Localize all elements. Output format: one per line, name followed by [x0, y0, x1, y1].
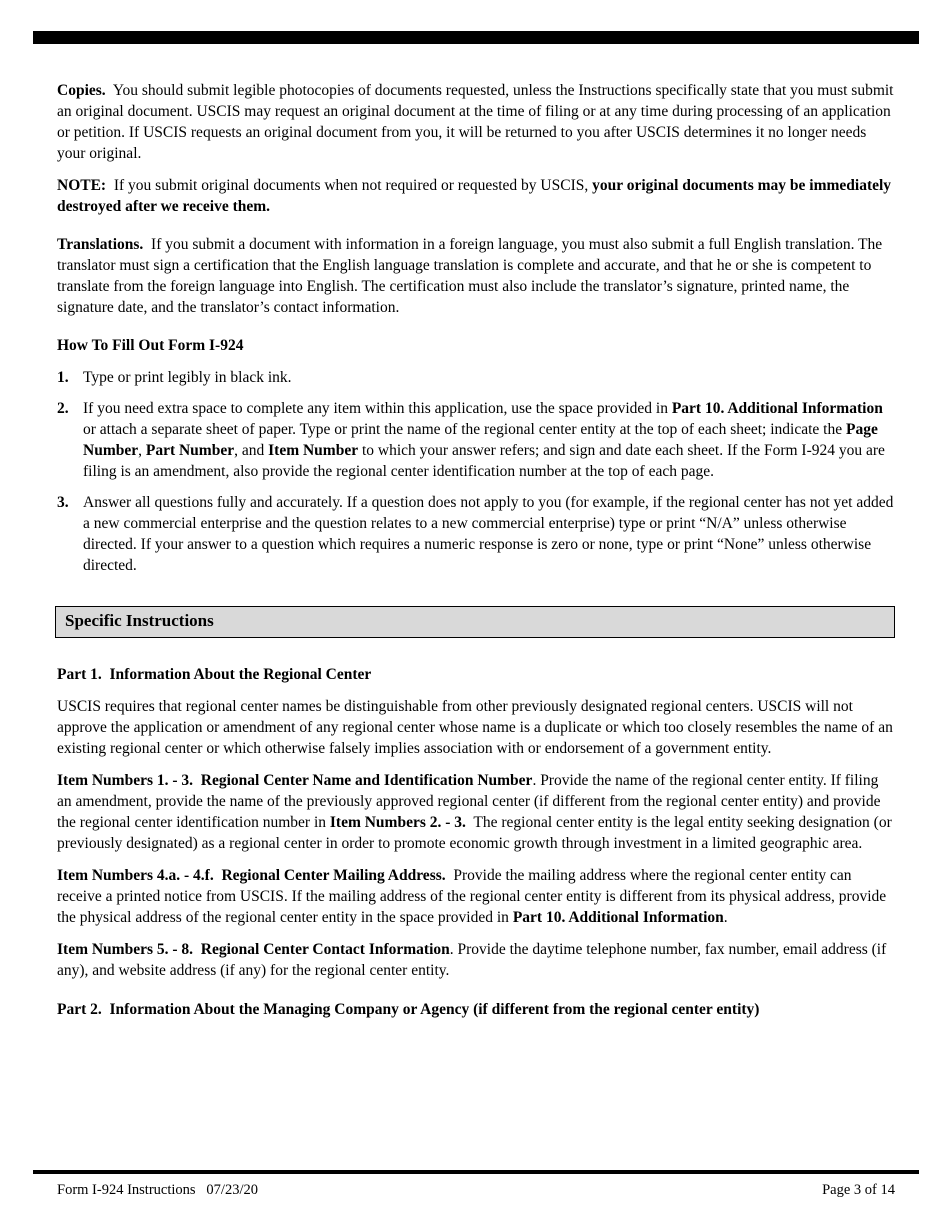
paragraph-part1-intro: USCIS requires that regional center names be distinguishable from other previously designated regional centers. USCIS will not approve the application or amendment of any regional center whose name is a duplicate or which too closely resembles the name of an existing regional center or which otherwise falsely implies association with or endorsement of a government entity.	[57, 698, 893, 757]
paragraph-translations: Translations. If you submit a document with information in a foreign language, you must also submit a full English translation. The translator must sign a certification that the English language translation is complete and accurate, and that he or she is competent to translate from the foreign language into English. The certification must also include the translator’s signature, printed name, the signature date, and the translator’s contact information.	[57, 236, 883, 316]
page-content	[57, 80, 895, 1020]
paragraph-item-numbers-5-8: Item Numbers 5. - 8. Regional Center Contact Information. Provide the daytime telephone number, fax number, email address (if any), and website address (if any) for the regional center entity.	[57, 941, 887, 979]
list-text-1: Type or print legibly in black ink.	[83, 369, 292, 386]
paragraph-item-numbers-1-3: Item Numbers 1. - 3. Regional Center Name and Identification Number. Provide the name of the regional center entity. If filing an amendment, provide the name of the previously approved regional center (if different from the regional center entity) and provide the regional center identification number in Item Numbers 2. - 3. The regional center entity is the legal entity seeking designation (or previously designated) as a regional center in order to promote economic growth through investment in a limited geographic area.	[57, 772, 892, 852]
top-rule	[33, 31, 919, 44]
paragraph-item-numbers-4a-4f: Item Numbers 4.a. - 4.f. Regional Center Mailing Address. Provide the mailing address where the regional center entity can receive a printed notice from USCIS. If the mailing address of the regional center entity is different from its physical address, provide the physical address of the regional center entity in the space provided in Part 10. Additional Information.	[57, 867, 887, 926]
section-header-label: Specific Instructions	[65, 611, 214, 630]
footer-form-id: Form I-924 Instructions 07/23/20	[57, 1182, 258, 1198]
footer-page-number: Page 3 of 14	[822, 1182, 895, 1198]
heading-how-to-fill-out: How To Fill Out Form I-924	[57, 337, 244, 354]
list-text-3: Answer all questions fully and accurately. If a question does not apply to you (for example, if the regional center has not yet added a new commercial enterprise and the question relates to a new commercial enterprise) type or print “N/A” unless otherwise directed. If your answer to a question which requires a numeric response is zero or none, type or print “None” unless otherwise directed.	[83, 494, 894, 574]
list-text-2: If you need extra space to complete any item within this application, use the space provided in Part 10. Additional Information or attach a separate sheet of paper. Type or print the name of the regional center entity at the top of each sheet; indicate the Page Number, Part Number, and Item Number to which your answer refers; and sign and date each sheet. If the Form I-924 you are filing is an amendment, also provide the regional center identification number at the top of each page.	[83, 400, 885, 480]
list-item-1	[57, 367, 895, 388]
list-number-1: 1.	[57, 369, 69, 386]
list-item-3	[57, 492, 895, 576]
paragraph-copies: Copies. You should submit legible photocopies of documents requested, unless the Instructions specifically state that you must submit an original document. USCIS may request an original document at the time of filing or at any time during processing of an application or petition. If USCIS requests an original document from you, it will be returned to you after USCIS determines it no longer needs your original.	[57, 82, 894, 162]
list-item-2	[57, 398, 895, 482]
section-header-specific-instructions	[55, 606, 895, 638]
footer-rule	[33, 1170, 919, 1174]
paragraph-note: NOTE: If you submit original documents when not required or requested by USCIS, your original documents may be immediately destroyed after we receive them.	[57, 177, 892, 215]
heading-part-2: Part 2. Information About the Managing Company or Agency (if different from the regional center entity)	[57, 1001, 760, 1018]
list-number-2: 2.	[57, 400, 69, 417]
heading-part-1: Part 1. Information About the Regional Center	[57, 666, 372, 683]
list-number-3: 3.	[57, 494, 69, 511]
page-footer	[57, 1181, 895, 1200]
